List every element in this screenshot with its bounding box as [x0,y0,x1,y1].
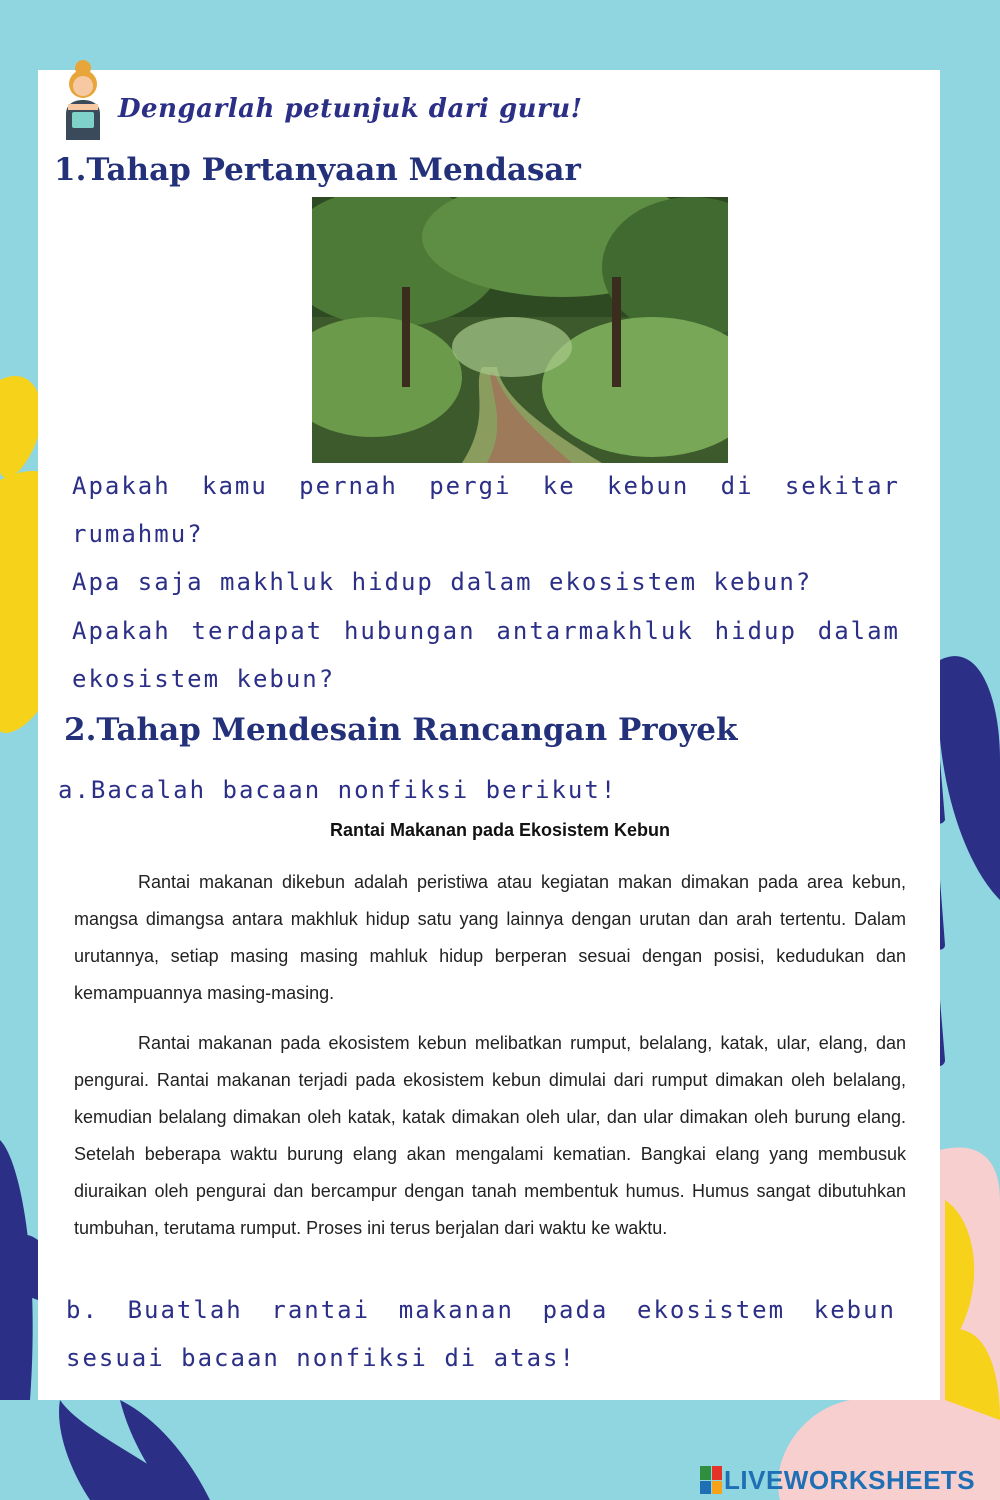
question-2: Apa saja makhluk hidup dalam ekosistem kebun? [72,568,813,596]
section1-title: 1.Tahap Pertanyaan Mendasar [54,152,581,188]
question-3: Apakah terdapat hubungan antarmakhluk hidup dalam ekosistem kebun? [72,617,900,693]
question-1: Apakah kamu pernah pergi ke kebun di sekitar rumahmu? [72,472,900,548]
step-b-instruction: b. Buatlah rantai makanan pada ekosistem kebun sesuai bacaan nonfiksi di atas! [66,1296,896,1372]
article-title: Rantai Makanan pada Ekosistem Kebun [329,820,671,840]
article-paragraph-1: Rantai makanan dikebun adalah peristiwa atau kegiatan makan dimakan pada area kebun, mangsa dimangsa antara makhluk hidup satu yang lainnya dengan urutan dan arah tertentu. Dalam urutannya, setiap masing masing mahluk hidup berperan sesuai dengan posisi, kedudukan dan kemampuannya masing-masing. [74,872,906,1003]
garden-photo [312,197,728,463]
liveworksheets-mark-icon [700,1466,722,1494]
teacher-icon [58,58,108,140]
liveworksheets-wordmark: LIVEWORKSHEETS [724,1464,976,1495]
liveworksheets-logo [700,1463,975,1497]
article-paragraph-2: Rantai makanan pada ekosistem kebun melibatkan rumput, belalang, katak, ular, elang, dan pengurai. Rantai makanan terjadi pada ekosistem kebun dimulai dari rumput dimakan oleh belalang, kemudian belalang dimakan oleh katak, katak dimakan oleh ular, dan ular dimakan oleh burung elang. Setelah beberapa waktu burung elang akan mengalami kematian. Bangkai elang yang membusuk diuraikan oleh pengurai dan bercampur dengan tanah membentuk humus. Humus sangat dibutuhkan tumbuhan, terutama rumput. Proses ini terus berjalan dari waktu ke waktu. [74,1033,906,1238]
instruction-text: Dengarlah petunjuk dari guru! [118,94,583,124]
section2-title: 2.Tahap Mendesain Rancangan Proyek [64,712,738,748]
step-a-instruction: a.Bacalah bacaan nonfiksi berikut! [58,776,618,804]
